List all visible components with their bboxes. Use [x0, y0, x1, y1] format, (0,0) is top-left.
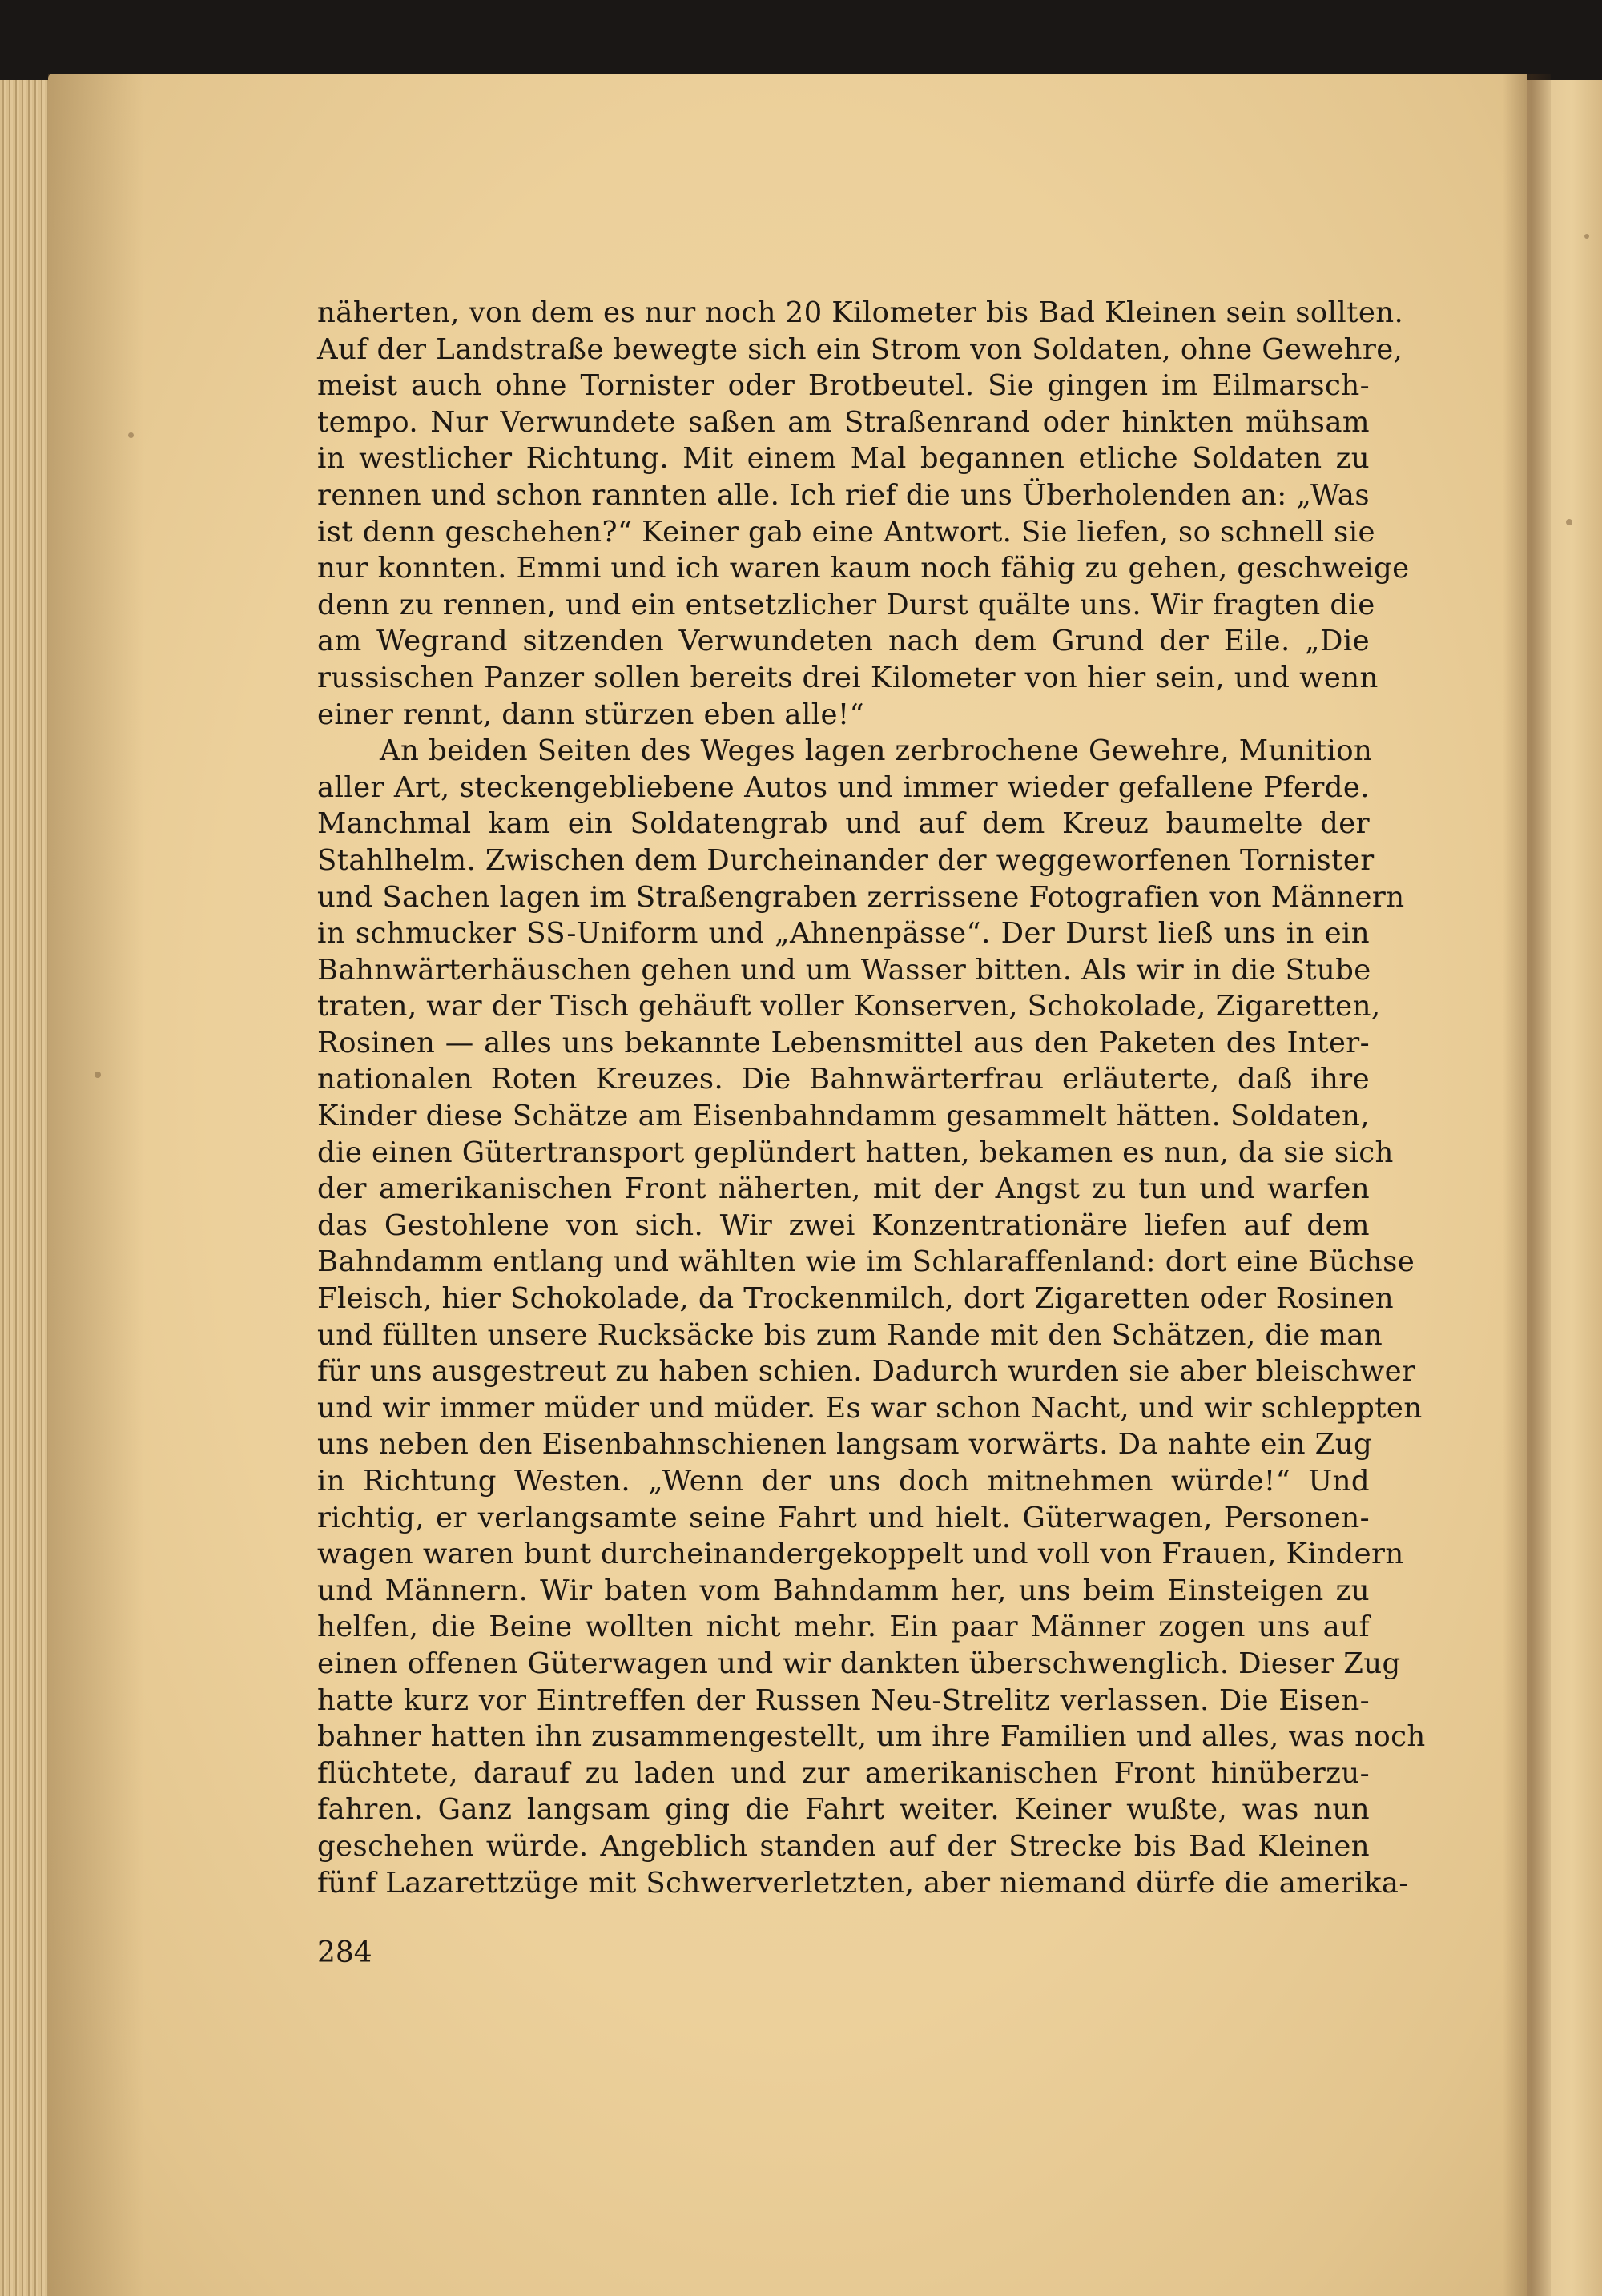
text-line: einer rennt, dann stürzen eben alle!“ — [317, 698, 865, 731]
text-line: Kinder diese Schätze am Eisenbahndamm gesammelt hätten. Soldaten, — [317, 1100, 1370, 1133]
text-line: fahren. Ganz langsam ging die Fahrt weiter. Keiner wußte, was nun — [317, 1793, 1370, 1827]
text-line: Bahndamm entlang und wählten wie im Schlaraffenland: dort eine Büchse — [317, 1245, 1415, 1279]
text-line: traten, war der Tisch gehäuft voller Konserven, Schokolade, Zigaretten, — [317, 990, 1381, 1023]
text-line: Manchmal kam ein Soldatengrab und auf dem Kreuz baumelte der — [317, 807, 1370, 841]
text-line: hatte kurz vor Eintreffen der Russen Neu-Strelitz verlassen. Die Eisen- — [317, 1683, 1370, 1717]
text-line: Stahlhelm. Zwischen dem Durcheinander der weggeworfenen Tornister — [317, 843, 1375, 877]
text-line: einen offenen Güterwagen und wir dankten überschwenglich. Dieser Zug — [317, 1647, 1401, 1680]
text-line: wagen waren bunt durcheinandergekoppelt und voll von Frauen, Kindern — [317, 1538, 1404, 1571]
text-line: Auf der Landstraße bewegte sich ein Strom von Soldaten, ohne Gewehre, — [317, 332, 1403, 366]
text-line: helfen, die Beine wollten nicht mehr. Ein paar Männer zogen uns auf — [317, 1610, 1370, 1644]
text-line: näherten, von dem es nur noch 20 Kilometer bis Bad Kleinen sein sollten. — [317, 296, 1404, 329]
paper-speck — [95, 1072, 101, 1078]
page-gutter-shadow — [48, 74, 144, 2296]
text-line: und Männern. Wir baten vom Bahndamm her, uns beim Einsteigen zu — [317, 1574, 1370, 1607]
text-line: flüchtete, darauf zu laden und zur amerikanischen Front hinüberzu- — [317, 1756, 1370, 1790]
text-line: rennen und schon rannten alle. Ich rief die uns Überholenden an: „Was — [317, 478, 1370, 512]
text-line: ist denn geschehen?“ Keiner gab eine Antwort. Sie liefen, so schnell sie — [317, 515, 1375, 549]
text-line: der amerikanischen Front näherten, mit der Angst zu tun und warfen — [317, 1172, 1370, 1206]
text-line: bahner hatten ihn zusammengestellt, um ihre Familien und alles, was noch — [317, 1720, 1426, 1754]
text-line: russischen Panzer sollen bereits drei Kilometer von hier sein, und wenn — [317, 661, 1379, 694]
text-line: tempo. Nur Verwundete saßen am Straßenrand oder hinkten mühsam — [317, 405, 1370, 439]
paragraph — [317, 295, 1410, 733]
text-line: meist auch ohne Tornister oder Brotbeutel. Sie gingen im Eilmarsch- — [317, 369, 1370, 403]
text-line: An beiden Seiten des Weges lagen zerbrochene Gewehre, Munition — [380, 734, 1373, 768]
text-line: in Richtung Westen. „Wenn der uns doch mitnehmen würde!“ Und — [317, 1465, 1370, 1498]
paper-speck — [1566, 519, 1572, 525]
text-line: und füllten unsere Rucksäcke bis zum Rande mit den Schätzen, die man — [317, 1318, 1383, 1352]
text-line: in westlicher Richtung. Mit einem Mal begannen etliche Soldaten zu — [317, 442, 1370, 476]
text-line: Bahnwärterhäuschen gehen und um Wasser bitten. Als wir in die Stube — [317, 953, 1371, 987]
text-line: nur konnten. Emmi und ich waren kaum noch fähig zu gehen, geschweige — [317, 552, 1410, 585]
text-line: richtig, er verlangsamte seine Fahrt und hielt. Güterwagen, Personen- — [317, 1501, 1370, 1534]
paper-speck — [128, 432, 134, 438]
text-line: und wir immer müder und müder. Es war schon Nacht, und wir schleppten — [317, 1391, 1423, 1425]
text-line: am Wegrand sitzenden Verwundeten nach dem Grund der Eile. „Die — [317, 625, 1370, 658]
text-line: und Sachen lagen im Straßengraben zerrissene Fotografien von Männern — [317, 880, 1405, 914]
page-number: 284 — [317, 1936, 372, 1969]
spine-shadow — [1503, 74, 1551, 2296]
text-line: das Gestohlene von sich. Wir zwei Konzentrationäre liefen auf dem — [317, 1208, 1370, 1242]
text-line: Fleisch, hier Schokolade, da Trockenmilch, dort Zigaretten oder Rosinen — [317, 1282, 1395, 1316]
text-line: uns neben den Eisenbahnschienen langsam vorwärts. Da nahte ein Zug — [317, 1428, 1373, 1462]
paragraph — [317, 733, 1426, 1901]
text-line: nationalen Roten Kreuzes. Die Bahnwärterfrau erläuterte, daß ihre — [317, 1063, 1370, 1096]
text-line: in schmucker SS-Uniform und „Ahnenpässe“. Der Durst ließ uns in ein — [317, 917, 1370, 951]
text-line: fünf Lazarettzüge mit Schwerverletzten, aber niemand dürfe die amerika- — [317, 1866, 1409, 1900]
text-line: Rosinen — alles uns bekannte Lebensmittel aus den Paketen des Inter- — [317, 1026, 1370, 1060]
text-line: aller Art, steckengebliebene Autos und immer wieder gefallene Pferde. — [317, 770, 1370, 804]
text-line: geschehen würde. Angeblich standen auf der Strecke bis Bad Kleinen — [317, 1829, 1370, 1863]
text-line: die einen Gütertransport geplündert hatten, bekamen es nun, da sie sich — [317, 1136, 1394, 1169]
paper-speck — [1584, 234, 1589, 239]
body-text — [317, 295, 1426, 1901]
text-line: für uns ausgestreut zu haben schien. Dadurch wurden sie aber bleischwer — [317, 1355, 1416, 1389]
text-line: denn zu rennen, und ein entsetzlicher Durst quälte uns. Wir fragten die — [317, 588, 1375, 621]
